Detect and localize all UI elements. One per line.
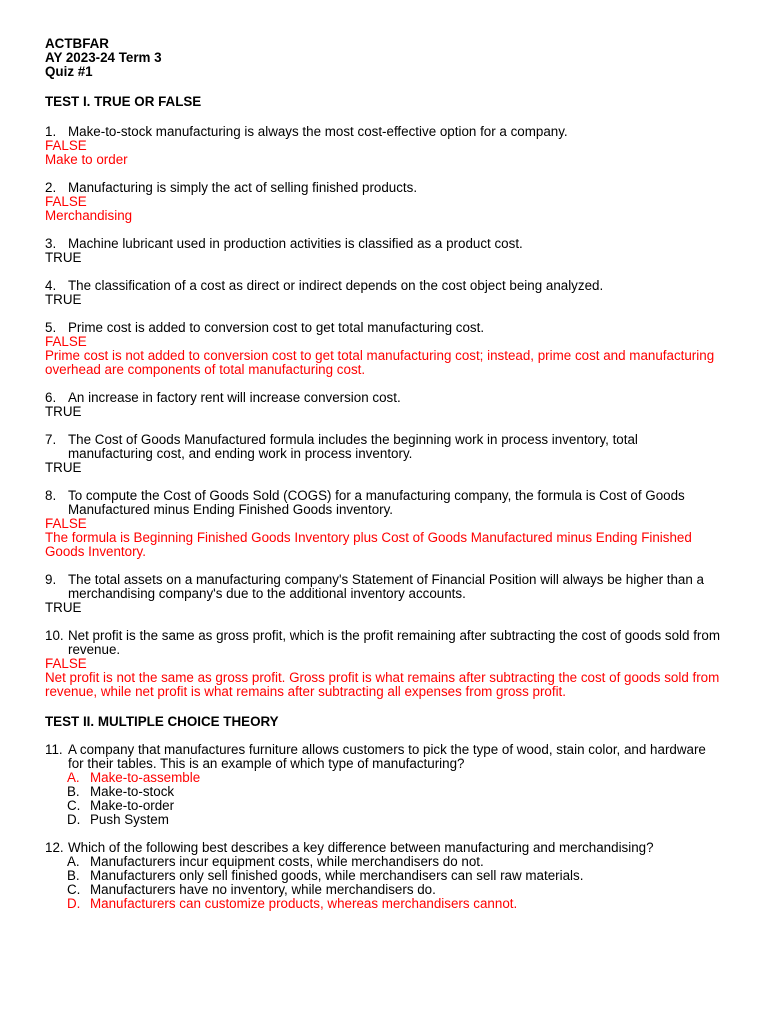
option-text: Manufacturers have no inventory, while merchandisers do. [90, 882, 436, 897]
answer-false: FALSE [45, 194, 87, 209]
option-letter: A. [67, 854, 80, 869]
option-a [45, 855, 725, 869]
question-number: 1. [45, 124, 57, 139]
option-letter: B. [67, 784, 80, 799]
question-text: The classification of a cost as direct or indirect depends on the cost object being analyzed. [68, 278, 604, 293]
question-2 [45, 181, 725, 223]
answer-explanation: The formula is Beginning Finished Goods Inventory plus Cost of Goods Manufactured minus Ending Finished Goods Inventory. [45, 530, 692, 559]
question-text: Net profit is the same as gross profit, which is the profit remaining after subtracting the cost of goods sold from revenue. [68, 628, 720, 657]
question-text: To compute the Cost of Goods Sold (COGS) for a manufacturing company, the formula is Cost of Goods Manufactured minus Ending Finished Goods inventory. [68, 488, 685, 517]
question-text: Which of the following best describes a key difference between manufacturing and merchandising? [68, 840, 654, 855]
question-4 [45, 279, 725, 307]
question-5 [45, 321, 725, 377]
answer-true: TRUE [45, 292, 82, 307]
question-text: The Cost of Goods Manufactured formula includes the beginning work in process inventory, total manufacturing cost, and ending work in process inventory. [68, 432, 638, 461]
question-8 [45, 489, 725, 559]
question-3 [45, 237, 725, 265]
option-text: Make-to-assemble [90, 770, 201, 785]
answer-explanation: Merchandising [45, 208, 133, 223]
answer-true: TRUE [45, 404, 82, 419]
option-letter: D. [67, 812, 81, 827]
option-b [45, 869, 725, 883]
answer-false: FALSE [45, 334, 87, 349]
question-7 [45, 433, 725, 475]
option-letter: D. [67, 896, 81, 911]
option-d [45, 813, 725, 827]
question-text: Manufacturing is simply the act of selling finished products. [68, 180, 418, 195]
question-text: The total assets on a manufacturing company's Statement of Financial Position will always be higher than a merchandising company's due to the additional inventory accounts. [68, 572, 704, 601]
question-number: 2. [45, 180, 57, 195]
academic-term: AY 2023-24 Term 3 [45, 50, 162, 65]
question-10 [45, 629, 725, 699]
question-6 [45, 391, 725, 419]
question-number: 6. [45, 390, 57, 405]
option-a-correct [45, 771, 725, 785]
answer-true: TRUE [45, 460, 82, 475]
question-number: 3. [45, 236, 57, 251]
option-b [45, 785, 725, 799]
question-1 [45, 125, 725, 167]
option-text: Make-to-order [90, 798, 175, 813]
answer-explanation: Make to order [45, 152, 128, 167]
option-letter: B. [67, 868, 80, 883]
question-number: 8. [45, 488, 57, 503]
option-c [45, 883, 725, 897]
question-text: Prime cost is added to conversion cost to get total manufacturing cost. [68, 320, 485, 335]
option-letter: C. [67, 882, 81, 897]
question-text: A company that manufactures furniture allows customers to pick the type of wood, stain color, and hardware for their tables. This is an example of which type of manufacturing? [68, 742, 706, 771]
option-text: Make-to-stock [90, 784, 175, 799]
test-2-title: TEST II. MULTIPLE CHOICE THEORY [45, 714, 279, 729]
question-number: 12. [45, 840, 64, 855]
option-c [45, 799, 725, 813]
test-1-title: TEST I. TRUE OR FALSE [45, 94, 202, 109]
question-text: Make-to-stock manufacturing is always the most cost-effective option for a company. [68, 124, 568, 139]
test-1-section [45, 95, 725, 699]
option-text: Manufacturers can customize products, whereas merchandisers cannot. [90, 896, 518, 911]
question-number: 7. [45, 432, 57, 447]
answer-false: FALSE [45, 656, 87, 671]
option-d-correct [45, 897, 725, 911]
course-code: ACTBFAR [45, 36, 109, 51]
answer-false: FALSE [45, 138, 87, 153]
question-9 [45, 573, 725, 615]
document-header [45, 37, 725, 79]
option-letter: C. [67, 798, 81, 813]
question-number: 5. [45, 320, 57, 335]
question-number: 11. [45, 742, 63, 757]
document-page [45, 37, 725, 911]
option-text: Manufacturers only sell finished goods, while merchandisers can sell raw materials. [90, 868, 584, 883]
test-2-section [45, 715, 725, 911]
question-number: 10. [45, 628, 64, 643]
question-11 [45, 743, 725, 827]
answer-true: TRUE [45, 600, 82, 615]
answer-explanation: Prime cost is not added to conversion cost to get total manufacturing cost; instead, prime cost and manufacturing overhead are components of total manufacturing cost. [45, 348, 715, 377]
question-number: 4. [45, 278, 57, 293]
answer-false: FALSE [45, 516, 87, 531]
option-text: Manufacturers incur equipment costs, while merchandisers do not. [90, 854, 484, 869]
question-12 [45, 841, 725, 911]
answer-explanation: Net profit is not the same as gross profit. Gross profit is what remains after subtracting the cost of goods sold from revenue, while net profit is what remains after subtracting all expenses from gross profit. [45, 670, 720, 699]
option-text: Push System [90, 812, 169, 827]
question-number: 9. [45, 572, 57, 587]
question-text: An increase in factory rent will increase conversion cost. [68, 390, 401, 405]
answer-true: TRUE [45, 250, 82, 265]
question-text: Machine lubricant used in production activities is classified as a product cost. [68, 236, 523, 251]
quiz-number: Quiz #1 [45, 64, 93, 79]
option-letter: A. [67, 770, 80, 785]
